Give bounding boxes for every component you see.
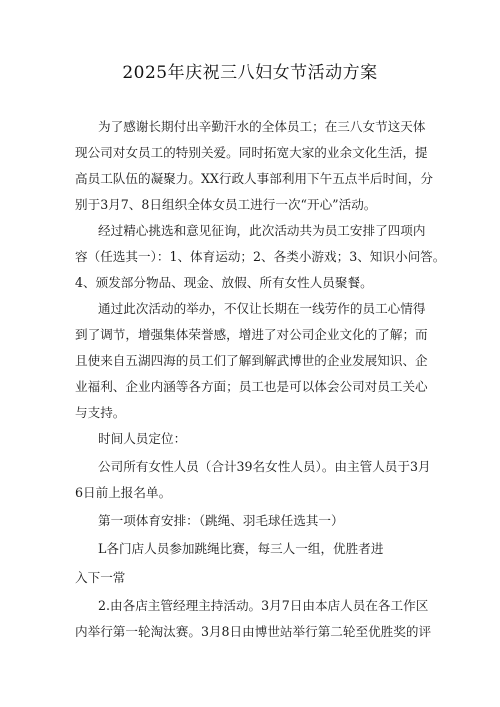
paragraph-line: 为了感谢长期付出辛勤汗水的全体员工；在三八女节这天体 (98, 119, 426, 134)
paragraph-line: 经过精心挑选和意见征询，此次活动共为员工安排了四项内 (98, 223, 426, 238)
section-heading: 第一项体育安排：（跳绳、羽毛球任选其一） (98, 513, 344, 528)
paragraph-line: 4、颁发部分物品、现金、放假、所有女性人员聚餐。 (75, 275, 373, 290)
paragraph-line: L各门店人员参加跳绳比赛，每三人一组，优胜者进 (98, 541, 384, 556)
paragraph-line: 别于3月7、8日组织全体女员工进行一次“开心”活动。 (75, 197, 377, 212)
paragraph-line: 高员工队伍的凝聚力。XX行政人事部利用下午五点半后时间，分 (75, 171, 433, 186)
section-heading: 时间人员定位： (98, 431, 187, 446)
paragraph-line: 且使来自五湖四海的员工们了解到解武博世的企业发展知识、企 (75, 353, 428, 368)
paragraph-line: 6日前上报名单。 (75, 485, 172, 500)
document-title: 2025年庆祝三八妇女节活动方案 (122, 63, 378, 83)
paragraph-line: 通过此次活动的举办，不仅让长期在一线劳作的员工心情得 (98, 301, 426, 316)
paragraph-line: 业福利、企业内涵等各方面；员工也是可以体会公司对员工关心 (75, 379, 428, 394)
paragraph-line: 到了调节，增强集体荣誉感，增进了对公司企业文化的了解；而 (75, 327, 428, 342)
paragraph-line: 公司所有女性人员（合计39名女性人员）。由主管人员于3月 (98, 459, 431, 474)
paragraph-line: 容（任选其一）：1、体育运动；2、各类小游戏；3、知识小问答。 (75, 249, 446, 264)
paragraph-line: 入下一常 (75, 570, 126, 585)
paragraph-line: 现公司对女员工的特别关爱。同时拓宽大家的业余文化生活，提 (75, 145, 428, 160)
paragraph-line: 2.由各店主管经理主持活动。3月7日由本店人员在各工作区 (98, 598, 429, 613)
paragraph-line: 内举行第一轮淘汰赛。3月8日由博世站举行第二轮至优胜奖的评 (75, 624, 432, 639)
paragraph-line: 与支持。 (75, 405, 126, 420)
